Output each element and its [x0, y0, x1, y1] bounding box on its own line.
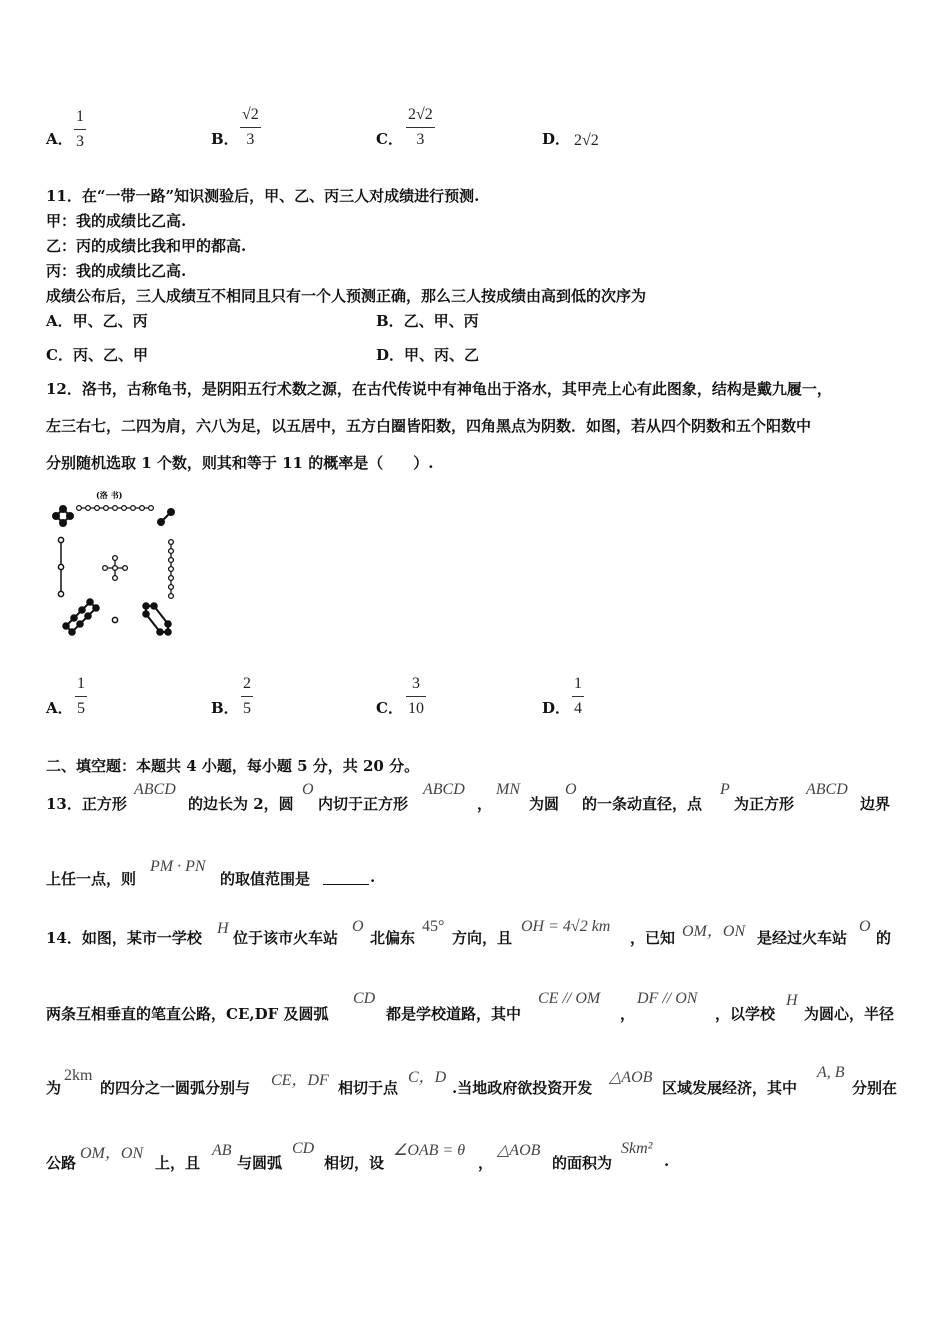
q11-option-b: B．乙、甲、丙 — [376, 312, 479, 330]
q11-stem: 11．在“一带一路”知识测验后，甲、乙、丙三人对成绩进行预测. — [46, 187, 480, 205]
yang-one — [112, 617, 117, 622]
q12-option-c-fraction — [406, 675, 426, 718]
q13-math-o: O — [302, 781, 314, 798]
q11-question: 成绩公布后，三人成绩互不相同且只有一个人预测正确，那么三人按成绩由高到低的次序为 — [46, 287, 647, 305]
q13-math-abcd-2: ABCD — [423, 781, 465, 798]
q13-math-dot-product: PM · PN — [150, 858, 206, 875]
q14-text-b4: ，以学校 — [715, 1005, 776, 1023]
q13-text-1: 13．正方形 — [46, 795, 127, 813]
q14-text-b1: 两条互相垂直的笔直公路，CE,DF 及圆弧 — [46, 1005, 329, 1023]
q14-text-d4: 相切，设 — [324, 1154, 385, 1172]
q14-math-triangle-aob-2: △AOB — [497, 1142, 541, 1159]
q11-option-a: A．甲、乙、丙 — [46, 312, 148, 330]
q14-text-c6: 分别在 — [852, 1079, 898, 1097]
q14-text-a5: ，已知 — [630, 929, 676, 947]
q14-math-c-d: C，D — [408, 1069, 447, 1086]
q14-text-a6: 是经过火车站 — [757, 929, 848, 947]
yang-five — [103, 556, 128, 581]
q12-option-a-label: A． — [46, 699, 73, 717]
q14-math-ce-om: CE // OM — [538, 990, 601, 1007]
q10-option-c-fraction — [406, 106, 435, 149]
q13-text-7: 为正方形 — [734, 795, 795, 813]
q13-answer-blank — [323, 870, 369, 885]
yin-four — [53, 506, 73, 526]
q14-math-o: O — [352, 918, 364, 935]
q14-text-a4: 方向，且 — [452, 929, 513, 947]
q13-math-abcd: ABCD — [134, 781, 176, 798]
q14-math-o-2: O — [859, 918, 871, 935]
q14-text-b5: 为圆心，半径 — [804, 1005, 895, 1023]
q12-option-b-label: B． — [211, 699, 239, 717]
q13-math-mn: MN — [496, 781, 520, 798]
q14-math-h: H — [217, 920, 229, 937]
denominator: 3 — [76, 133, 84, 150]
q10-option-b-fraction — [240, 106, 261, 149]
q13-text-3: 内切于正方形 — [318, 795, 409, 813]
section-heading: 二、填空题：本题共 4 小题，每小题 5 分，共 20 分。 — [46, 757, 420, 775]
q12-line1: 12．洛书，古称龟书，是阴阳五行术数之源，在古代传说中有神龟出于洛水，其甲壳上心有此图象，结构是戴九履一， — [46, 380, 832, 398]
q14-text-c5: 区域发展经济，其中 — [662, 1079, 798, 1097]
q12-option-c-label: C． — [376, 699, 403, 717]
q13-math-p: P — [720, 781, 730, 798]
numerator: 3 — [412, 675, 420, 692]
yang-nine — [77, 506, 154, 511]
q11-yi: 乙：丙的成绩比我和甲的都高. — [46, 237, 247, 255]
q14-math-skm2: Skm² — [621, 1140, 653, 1157]
q14-text-b3: ， — [620, 1005, 636, 1023]
q14-text-d2: 上，且 — [155, 1154, 201, 1172]
q14-math-df-on: DF // ON — [637, 990, 698, 1007]
q13-text-2: 的边长为 2，圆 — [188, 795, 294, 813]
q10-option-d-value: 2√2 — [574, 132, 599, 149]
q14-text-a2: 位于该市火车站 — [233, 929, 339, 947]
q14-text-b2: 都是学校道路，其中 — [386, 1005, 522, 1023]
yang-three — [58, 537, 63, 596]
q10-option-b-label: B． — [211, 130, 239, 148]
numerator: 1 — [77, 675, 85, 692]
q14-text-a1: 14．如图，某市一学校 — [46, 929, 202, 947]
q10-option-c-label: C． — [376, 130, 403, 148]
numerator: 2√2 — [408, 106, 433, 123]
q10-option-d-label: D． — [542, 130, 571, 148]
q14-text-c2: 的四分之一圆弧分别与 — [100, 1079, 251, 1097]
denominator: 3 — [416, 131, 425, 148]
denominator: 5 — [243, 700, 251, 717]
yin-six — [143, 603, 171, 635]
numerator: √2 — [242, 106, 259, 123]
q14-math-cd: CD — [353, 990, 376, 1007]
q13-text-11: . — [370, 868, 376, 886]
q14-math-ce-df: CE，DF — [271, 1072, 329, 1089]
q14-math-om-on: OM，ON — [682, 923, 746, 940]
q14-math-h-2: H — [786, 992, 798, 1009]
figure-title: (洛 书) — [96, 490, 123, 500]
q12-option-d-label: D． — [542, 699, 571, 717]
q12-line3: 分别随机选取 1 个数，则其和等于 11 的概率是（ ）. — [46, 454, 434, 472]
q12-option-a-fraction — [75, 675, 87, 718]
q14-math-oh: OH = 4√2 km — [521, 918, 611, 935]
q11-option-d: D．甲、丙、乙 — [376, 346, 480, 364]
q14-text-d7: . — [664, 1152, 670, 1170]
q12-option-d-fraction — [572, 675, 584, 718]
denominator: 4 — [574, 700, 582, 717]
denominator: 3 — [246, 131, 255, 148]
q14-math-2km: 2km — [64, 1067, 93, 1084]
q14-math-ab: AB — [212, 1142, 232, 1159]
q12-option-b-fraction — [241, 675, 253, 718]
q13-text-6: 的一条动直径，点 — [582, 795, 703, 813]
q14-text-d5: ， — [478, 1154, 494, 1172]
q13-text-10: 的取值范围是 — [220, 870, 311, 888]
q14-math-a-b: A, B — [817, 1064, 845, 1081]
q14-math-cd-2: CD — [292, 1140, 315, 1157]
q14-math-angle-oab: ∠OAB = θ — [393, 1142, 466, 1159]
numerator: 2 — [243, 675, 251, 692]
luoshu-figure — [46, 488, 186, 638]
q13-math-abcd-3: ABCD — [806, 781, 848, 798]
numerator: 1 — [574, 675, 582, 692]
yang-seven — [169, 540, 174, 599]
q14-text-a7: 的 — [876, 929, 892, 947]
q13-text-9: 上任一点，则 — [46, 870, 137, 888]
q11-option-c: C．丙、乙、甲 — [46, 346, 148, 364]
q14-text-a3: 北偏东 — [370, 929, 416, 947]
q10-option-a-fraction — [74, 108, 86, 151]
q13-text-5: 为圆 — [529, 795, 560, 813]
numerator: 1 — [76, 108, 84, 125]
denominator: 5 — [77, 700, 85, 717]
q14-text-d3: 与圆弧 — [237, 1154, 283, 1172]
q11-jia: 甲：我的成绩比乙高. — [46, 212, 187, 230]
q14-text-d6: 的面积为 — [552, 1154, 613, 1172]
q14-math-om-on-2: OM，ON — [80, 1145, 144, 1162]
q14-text-c3: 相切于点 — [338, 1079, 399, 1097]
q11-bing: 丙：我的成绩比乙高. — [46, 262, 187, 280]
q14-text-c4: .当地政府欲投资开发 — [452, 1079, 593, 1097]
denominator: 10 — [408, 700, 424, 717]
q13-text-4: ， — [477, 795, 493, 813]
q14-math-45deg: 45° — [422, 918, 445, 935]
q12-line2: 左三右七，二四为肩，六八为足，以五居中，五方白圈皆阳数，四角黑点为阴数．如图，若从四个阴数和五个阳数中 — [46, 417, 812, 435]
yin-two — [158, 509, 174, 525]
q13-math-o-2: O — [565, 781, 577, 798]
q14-math-triangle-aob: △AOB — [609, 1069, 653, 1086]
yin-eight — [63, 599, 99, 635]
q14-text-d1: 公路 — [46, 1154, 77, 1172]
q13-text-8: 边界 — [860, 795, 891, 813]
q10-option-a-label: A． — [46, 130, 73, 148]
q14-text-c1: 为 — [46, 1079, 62, 1097]
